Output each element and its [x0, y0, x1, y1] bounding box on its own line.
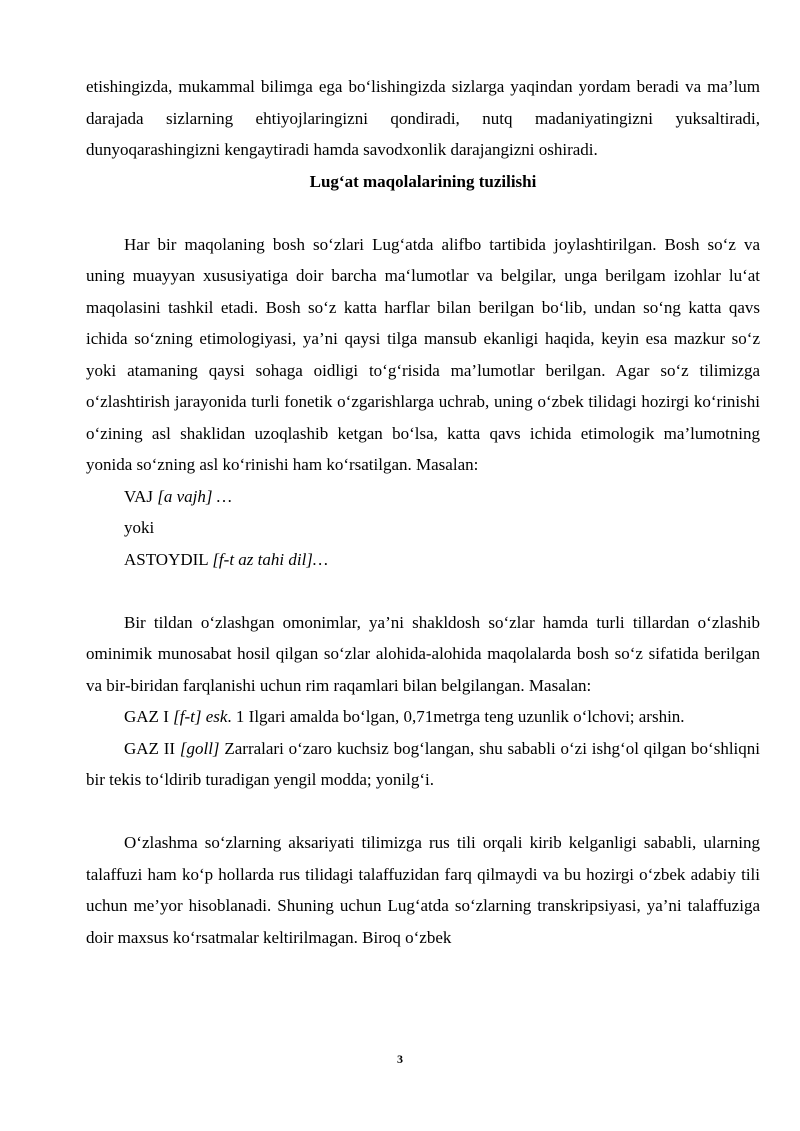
example-vaj: [86, 481, 760, 513]
example-definition: . 1 Ilgari amalda bo‘lgan, 0,71metrga teng uzunlik o‘lchovi; arshin.: [227, 707, 685, 726]
page-number: 3: [397, 1052, 403, 1066]
example-definition: Zarralari o‘zaro kuchsiz bog‘langan, shu sababli o‘zi ishg‘ol qilgan bo‘shliqni bir tekis to‘ldirib turadigan yengil modda; yonilg‘i.: [86, 738, 760, 789]
example-etymology: [f-t az tahi dil]…: [212, 549, 329, 569]
spacer: [86, 197, 760, 229]
spacer: [86, 796, 760, 828]
example-headword: VAJ: [124, 486, 158, 506]
paragraph-pronunciation: O‘zlashma so‘zlarning aksariyati tilimizga rus tili orqali kirib kelganligi sababli, ularning talaffuzi ham ko‘p hollarda rus tilidagi talaffuzidan farq qilmaydi va bu hozirgi o‘zbek adabiy tili uchun me’yor hisoblanadi. Shuning uchun Lug‘atda so‘zlarning transkripsiyasi, ya’ni talaffuziga doir maxsus ko‘rsatmalar keltirilmagan. Biroq o‘zbek: [86, 833, 760, 947]
paragraph-homonyms: Bir tildan o‘zlashgan omonimlar, ya’ni shakldosh so‘zlar hamda turli tillardan o‘zlashib ominimik munosabat hosil qilgan so‘zlar alohida-alohida maqolalarda bosh so‘z sifatida berilgan va bir-biridan farqlanishi uchun rim raqamlari bilan belgilangan. Masalan:: [86, 612, 760, 695]
section-title: Lug‘at maqolalarining tuzilishi: [309, 171, 537, 191]
spacer: [86, 575, 760, 607]
example-etymology: [goll]: [179, 738, 220, 758]
example-headword: GAZ I: [124, 707, 174, 726]
example-etymology: [a vajh] …: [157, 486, 232, 506]
example-gaz-2: [86, 733, 760, 796]
example-headword: ASTOYDIL: [124, 549, 213, 569]
example-headword: GAZ II: [124, 738, 180, 758]
example-astoydil: [86, 544, 760, 576]
example-or: yoki: [124, 518, 155, 537]
example-gaz-1: [86, 701, 760, 733]
example-etymology: [f-t] esk: [173, 707, 228, 726]
intro-paragraph: etishingizda, mukammal bilimga ega bo‘lishingizda sizlarga yaqindan yordam beradi va ma’lum darajada sizlarning ehtiyojlaringizni qondiradi, nutq madaniyatingizni yuksaltiradi, dunyoqarashingizni kengaytiradi hamda savodxonlik darajangizni oshiradi.: [86, 77, 760, 159]
paragraph-structure: Har bir maqolaning bosh so‘zlari Lug‘atda alifbo tartibida joylashtirilgan. Bosh so‘z va uning muayyan xususiyatiga doir barcha ma‘lumotlar va belgilar, unga berilgam izohlar lu‘at maqolasini tashkil etadi. Bosh so‘z katta harflar bilan berilgan bo‘lib, undan so‘ng katta qavs ichida so‘zning etimologiyasi, ya’ni qaysi tilga mansub ekanligi haqida, keyin esa mazkur so‘z yoki atamaning qaysi sohaga oidligi to‘g‘risida ma’lumotlar berilgan. Agar so‘z tilimizga o‘zlashtirish jarayonida turli fonetik o‘zgarishlarga uchrab, uning o‘zbek tilidagi hozirgi ko‘rinishi o‘zining asl shaklidan uzoqlashib ketgan bo‘lsa, katta qavs ichida etimologik ma’lumotning yonida so‘zning asl ko‘rinishi ham ko‘rsatilgan. Masalan:: [86, 234, 760, 474]
document-page: [86, 71, 760, 953]
